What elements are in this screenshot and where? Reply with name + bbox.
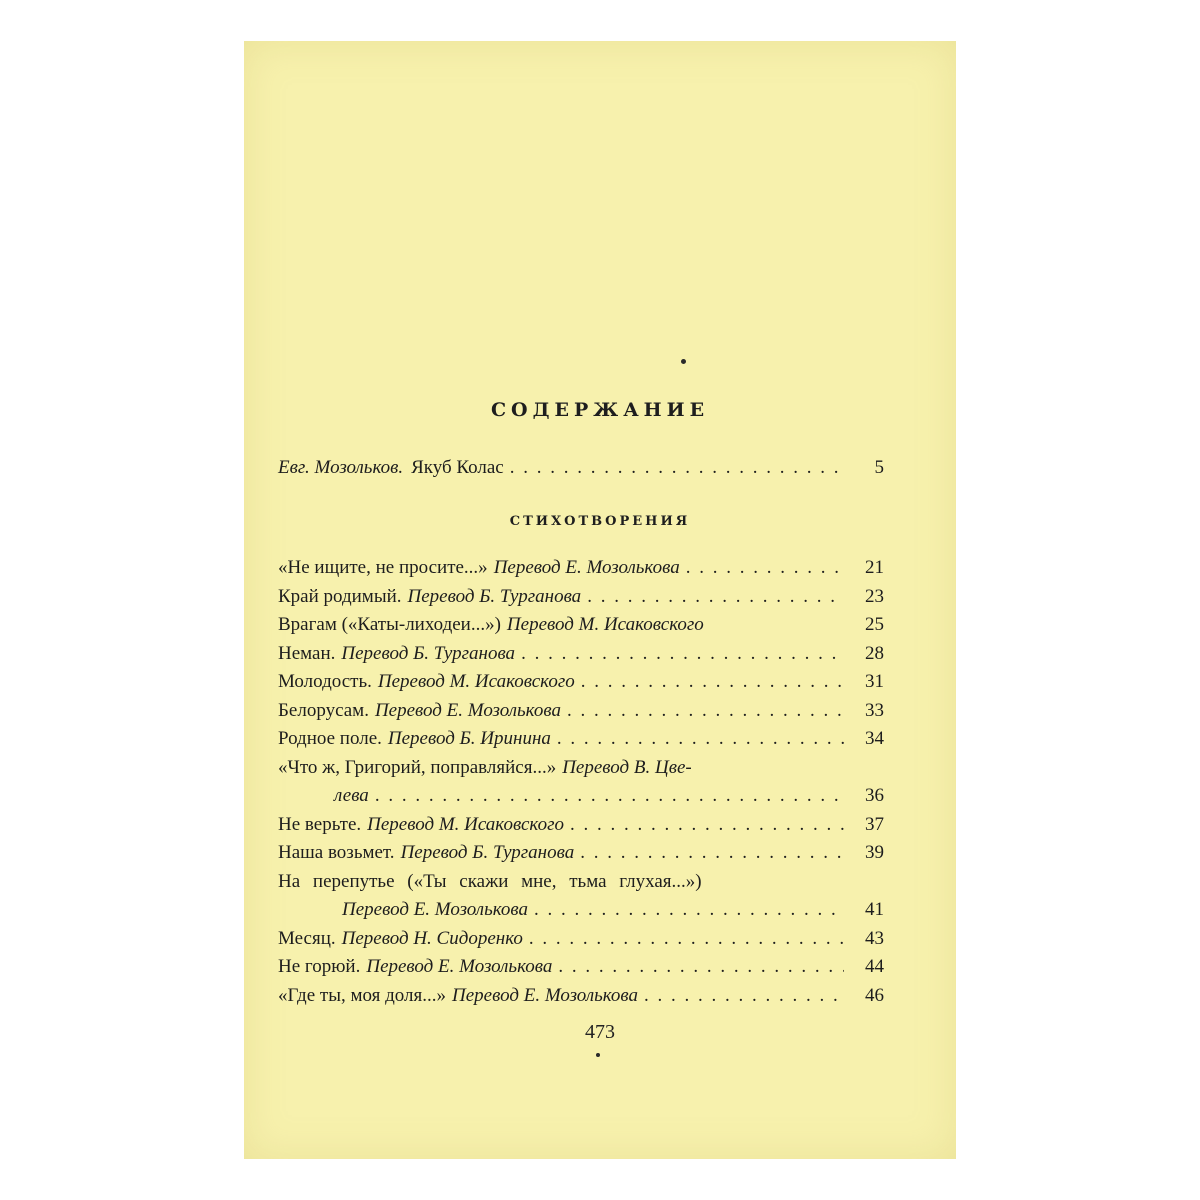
section-heading: СТИХОТВОРЕНИЯ: [509, 514, 691, 529]
entry-title: Месяц.: [278, 927, 336, 949]
toc-entry: [278, 953, 884, 982]
dot-leader: [510, 454, 844, 483]
dot-leader: [557, 725, 844, 754]
entry-translator: Перевод М. Исаковского: [377, 671, 575, 692]
dot-leader: [580, 839, 844, 868]
entry-translator: Перевод Б. Турганова: [400, 842, 575, 863]
intro-author: Евг. Мозольков.: [278, 457, 404, 478]
entry-translator: Перевод Е. Мозолькова: [366, 956, 553, 977]
entry-page-number: 34: [865, 728, 884, 749]
entry-title: Наша возьмет.: [278, 842, 395, 863]
entry-title: «Где ты, моя доля...»: [278, 984, 447, 1006]
contents-heading: СОДЕРЖАНИЕ: [490, 399, 710, 421]
dot-leader: [534, 896, 844, 925]
entry-translator: Перевод Б. Турганова: [341, 642, 516, 664]
dot-leader: [375, 782, 844, 811]
entry-page-number: 21: [865, 557, 884, 578]
entry-title: Не горюй.: [278, 956, 361, 977]
print-speck: [596, 1053, 600, 1057]
toc-entry: [278, 925, 884, 954]
dot-leader: [521, 640, 844, 669]
entry-page-number: 36: [865, 785, 884, 806]
toc-entry: [278, 725, 884, 754]
toc-entry: [278, 697, 884, 726]
entry-title: Родное поле.: [278, 728, 382, 749]
entry-translator: Перевод Е. Мозолькова: [452, 984, 639, 1006]
entry-page-number: 25: [865, 614, 884, 635]
entry-translator-continuation: Перевод Е. Мозолькова: [342, 899, 529, 920]
dot-leader: [567, 697, 844, 726]
toc-entry: [278, 754, 884, 783]
entry-title: На перепутье («Ты скажи мне, тьма глухая...»): [278, 870, 702, 892]
toc-entry-continuation: [278, 896, 884, 925]
intro-page-number: 5: [874, 457, 884, 478]
toc-entry: [278, 611, 884, 640]
intro-entry: [278, 454, 884, 483]
entry-title: Неман.: [278, 642, 336, 664]
entry-translator: Перевод М. Исаковского: [506, 614, 704, 635]
dot-leader: [587, 583, 844, 612]
toc-entry: [278, 982, 884, 1011]
entry-title: «Не ищите, не просите...»: [278, 557, 488, 578]
entry-title: Край родимый.: [278, 585, 402, 607]
dot-leader: [686, 554, 844, 583]
print-speck: [681, 359, 686, 364]
entry-page-number: 33: [865, 699, 884, 721]
dot-leader: [644, 982, 844, 1011]
toc-entry-continuation: [278, 782, 884, 811]
entry-page-number: 41: [865, 899, 884, 920]
entry-translator: Перевод Е. Мозолькова: [493, 557, 680, 578]
dot-leader: [570, 811, 844, 840]
entry-translator-continuation: лева: [334, 785, 369, 806]
entry-translator: Перевод М. Исаковского: [367, 813, 564, 835]
page-number: 473: [585, 1021, 615, 1043]
entry-title: Белорусам.: [278, 699, 369, 721]
entry-page-number: 39: [865, 842, 884, 863]
entry-page-number: 28: [865, 642, 884, 664]
toc-entry: [278, 640, 884, 669]
entry-page-number: 46: [865, 984, 884, 1006]
dot-leader: [581, 668, 844, 697]
entry-title: Молодость.: [278, 671, 372, 692]
toc-entry: [278, 839, 884, 868]
entry-translator: Перевод В. Цве-: [562, 756, 692, 778]
toc-entry: [278, 668, 884, 697]
toc-entry: [278, 868, 884, 897]
entry-page-number: 44: [865, 956, 884, 977]
entry-title: «Что ж, Григорий, поправляйся...»: [278, 756, 557, 778]
entry-page-number: 37: [865, 813, 884, 835]
dot-leader: [558, 953, 844, 982]
toc-entry: [278, 583, 884, 612]
intro-title: Якуб Колас: [411, 457, 504, 478]
entry-page-number: 43: [865, 927, 884, 949]
toc-list: [278, 554, 884, 1010]
entry-page-number: 23: [865, 585, 884, 607]
toc-entry: [278, 554, 884, 583]
entry-page-number: 31: [865, 671, 884, 692]
dot-leader: [529, 925, 844, 954]
entry-translator: Перевод Б. Иринина: [387, 728, 551, 749]
toc-entry: [278, 811, 884, 840]
entry-translator: Перевод Е. Мозолькова: [374, 699, 561, 721]
book-page: [244, 41, 956, 1159]
entry-translator: Перевод Б. Турганова: [407, 585, 582, 607]
entry-translator: Перевод Н. Сидоренко: [341, 927, 523, 949]
entry-title: Не верьте.: [278, 813, 362, 835]
entry-title: Врагам («Каты-лиходеи...»): [278, 614, 501, 635]
